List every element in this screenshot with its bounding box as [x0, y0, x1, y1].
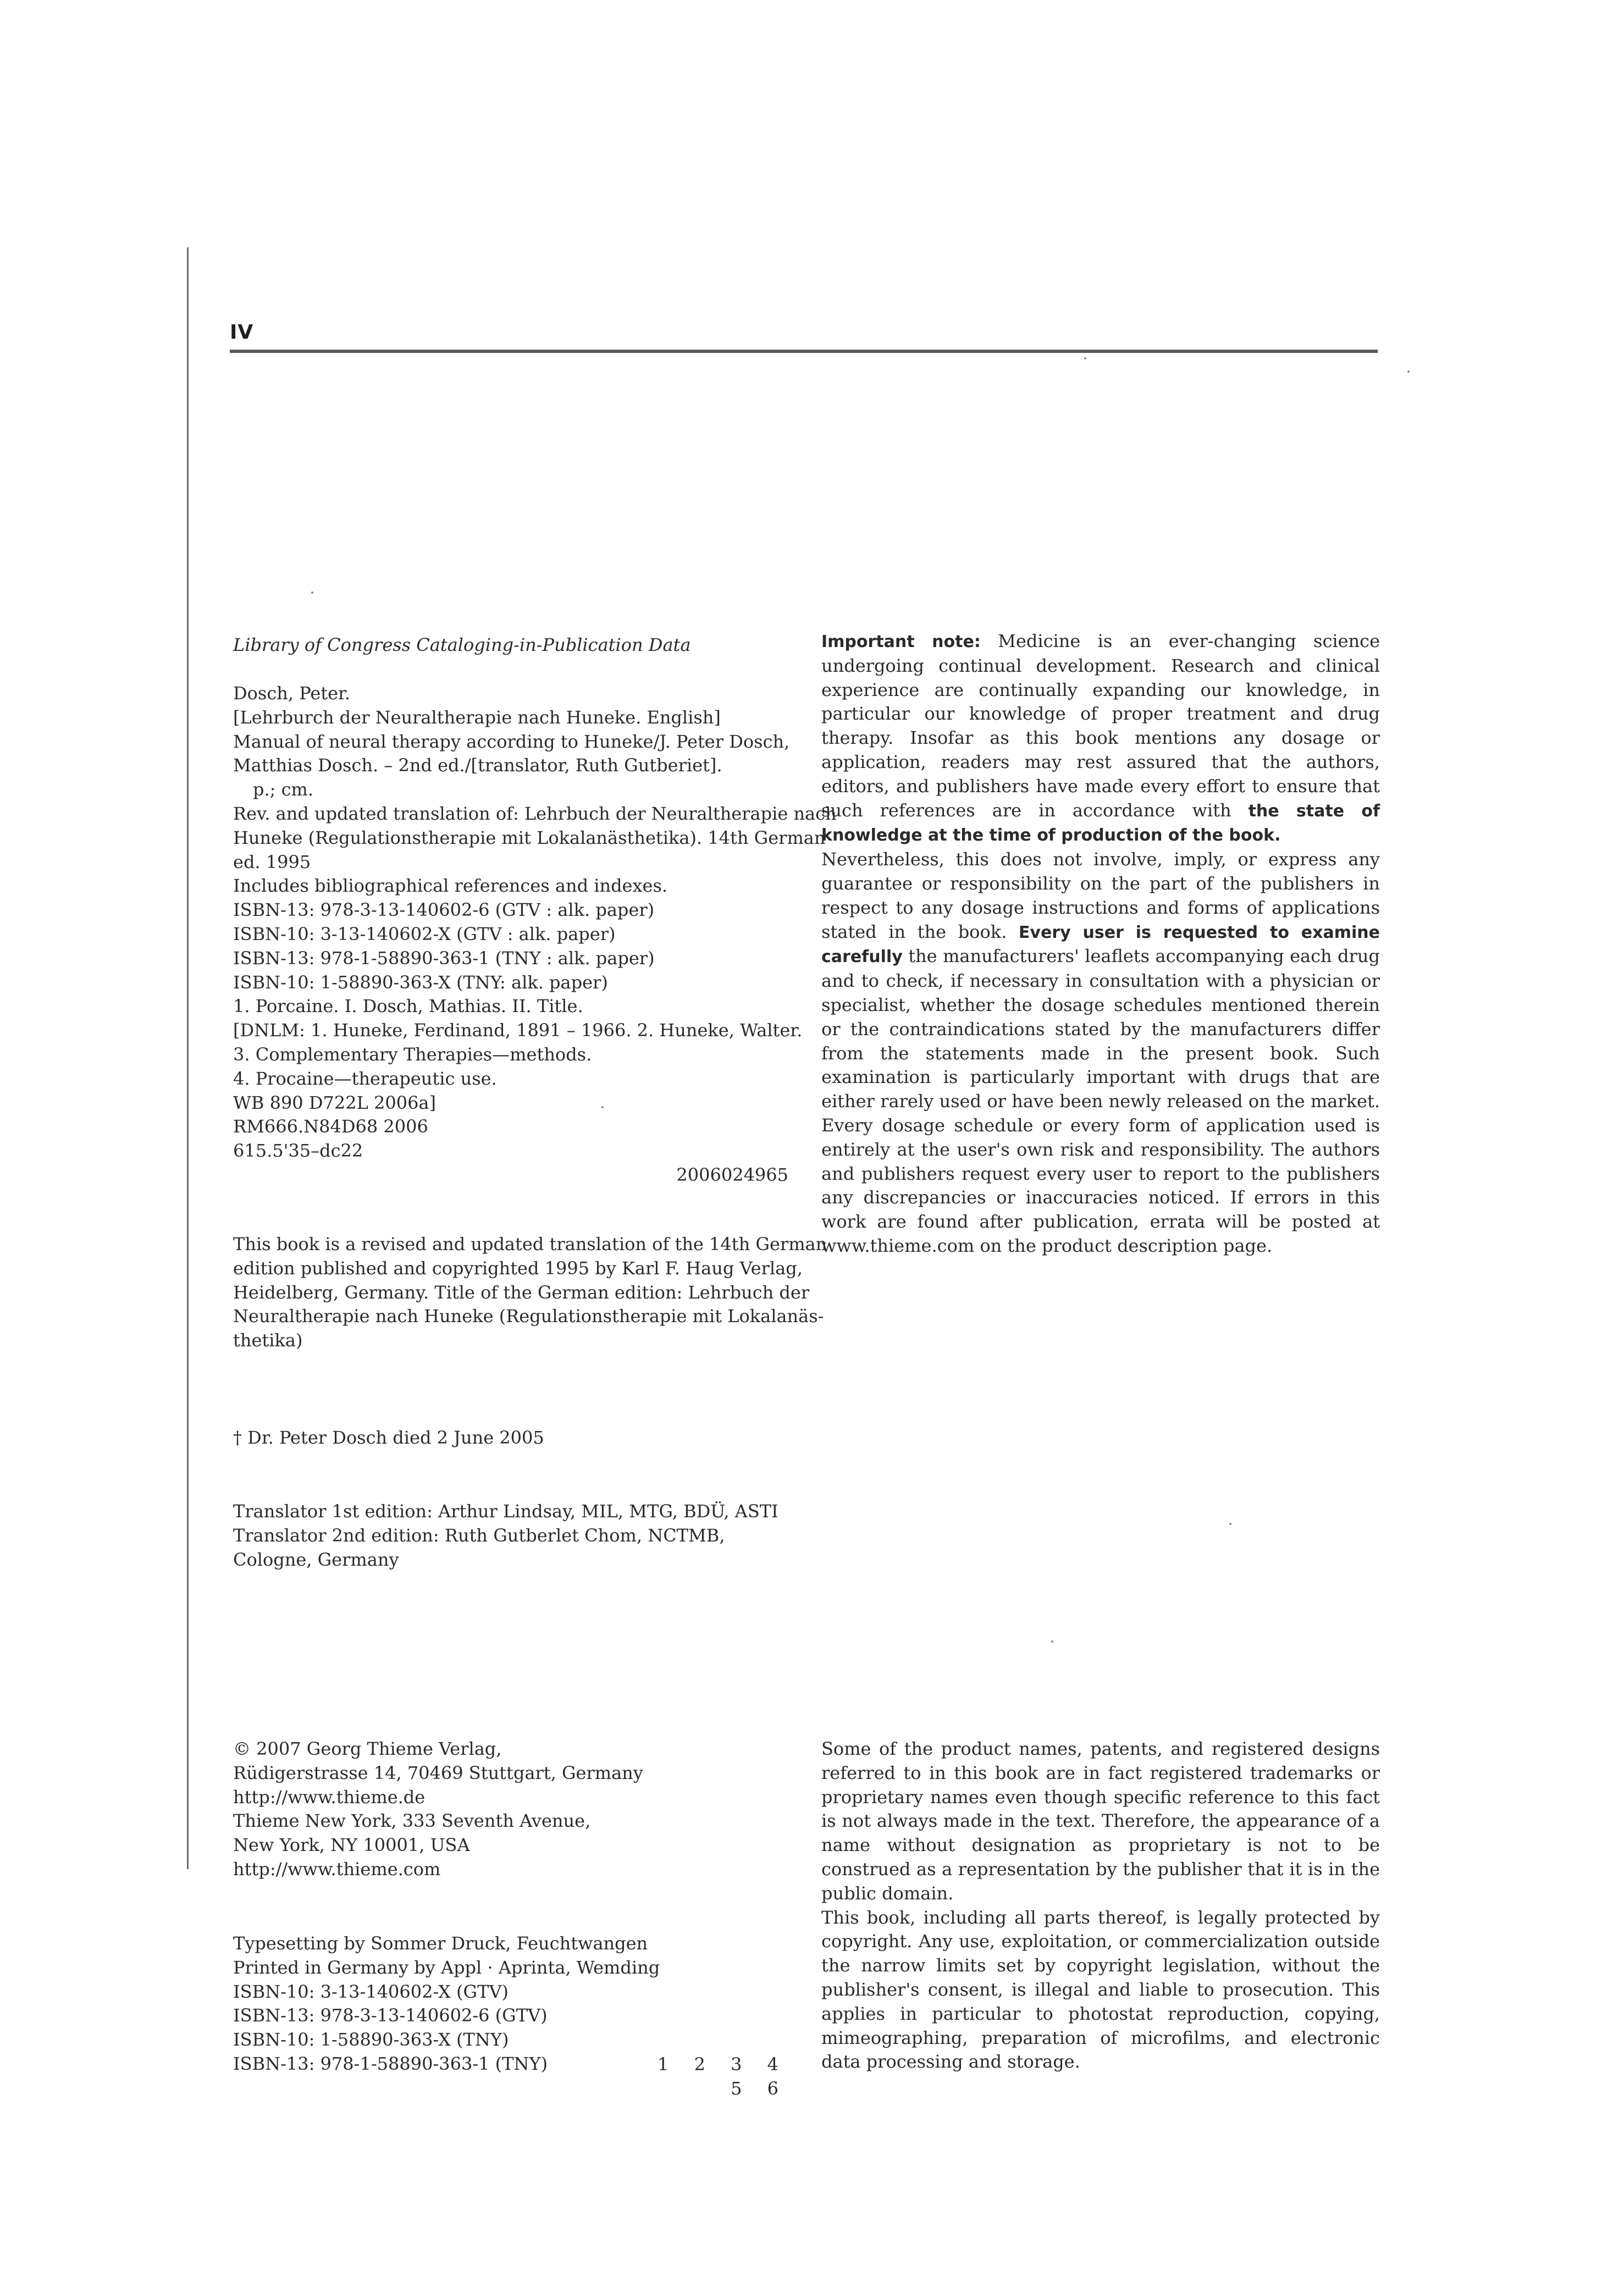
- scan-speck: [1407, 371, 1410, 373]
- cip-line: [Lehrburch der Neuraltherapie nach Huneke. English]: [233, 706, 721, 728]
- isbn-line: ISBN-13: 978-1-58890-363-1 (TNY): [233, 2053, 548, 2074]
- important-note: [821, 629, 1380, 1258]
- cip-heading: Library of Congress Cataloging-in-Publication Data: [233, 634, 691, 655]
- scan-speck: [601, 1106, 604, 1108]
- important-note-text: the manufacturers' leaflets accompanying each drug and to check, if necessary in consultation with a physician or specialist, whether the dosage schedules mentioned therein or the contraindications stated by the manufacturers differ from the statements made in the present book. Such examination is particularly important with drugs that are either rarely used or have been newly released on the market. Every dosage schedule or every form of application used is entirely at the user's own risk and responsibility. The authors and publishers request every user to report to the publishers any discrepancies or inaccuracies noticed. If errors in this work are found after publication, errata will be posted at www.thieme.com on the product description page.: [821, 946, 1380, 1256]
- translation-note: [233, 1233, 827, 1353]
- translators-block: [233, 1500, 788, 1572]
- publisher-url: http://www.thieme.com: [233, 1858, 441, 1880]
- important-note-emphasis: Every user is requested to examine carefully: [821, 922, 1380, 967]
- cip-line: p.; cm.: [253, 779, 314, 800]
- cip-line: [DNLM: 1. Huneke, Ferdinand, 1891 – 1966. 2. Huneke, Walter.: [233, 1020, 803, 1041]
- translation-note-line: This book is a revised and updated translation of the 14th German: [233, 1234, 827, 1255]
- death-note: † Dr. Peter Dosch died 2 June 2005: [233, 1427, 544, 1448]
- important-note-text: Medicine is an ever-changing science undergoing continual development. Research and clinical experience are continually expanding our knowledge, in particular our knowledge of proper treatment and drug therapy. Insofar as this book mentions any dosage or application, readers may rest assured that the authors, editors, and publishers have made every effort to ensure that such references are in accordance with: [821, 631, 1380, 821]
- scan-speck: [1051, 1640, 1053, 1643]
- cip-line: 1. Porcaine. I. Dosch, Mathias. II. Title.: [233, 996, 583, 1017]
- cip-line: 4. Procaine—therapeutic use.: [233, 1068, 497, 1089]
- important-note-emphasis: the state of knowledge at the time of production of the book.: [821, 801, 1380, 846]
- translation-note-line: Heidelberg, Germany. Title of the German edition: Lehrbuch der: [233, 1281, 810, 1303]
- scan-speck: [1084, 357, 1086, 360]
- cip-line: Rev. and updated translation of: Lehrbuch der Neuraltherapie nach: [233, 803, 837, 824]
- publisher-block: [233, 1737, 788, 1882]
- header-rule: [230, 350, 1378, 353]
- cip-control-number: 2006024965: [676, 1164, 788, 1185]
- cip-line: 3. Complementary Therapies—methods.: [233, 1043, 592, 1065]
- publisher-line: Rüdigerstrasse 14, 70469 Stuttgart, Germany: [233, 1762, 643, 1783]
- isbn-line: ISBN-13: 978-3-13-140602-6 (GTV): [233, 2005, 548, 2026]
- translation-note-line: Neuraltherapie nach Huneke (Regulationstherapie mit Lokalanäs-: [233, 1306, 824, 1327]
- important-note-label: Important note:: [821, 632, 981, 651]
- cip-line: ISBN-13: 978-1-58890-363-1 (TNY : alk. paper): [233, 947, 655, 969]
- translator-line: Translator 2nd edition: Ruth Gutberlet Chom, NCTMB,: [233, 1524, 725, 1546]
- translator-line: Cologne, Germany: [233, 1549, 399, 1570]
- scan-speck: [1229, 1523, 1231, 1525]
- trademarks-paragraph: Some of the product names, patents, and registered designs referred to in this book are in fact registered trademarks or proprietary names even though specific reference to this fact is not always made in the text. Therefore, the appearance of a name without designation as proprietary is not to be construed as a representation by the publisher that it is in the public domain.: [821, 1738, 1380, 1904]
- page-number: IV: [230, 321, 254, 344]
- publisher-url: http://www.thieme.de: [233, 1786, 426, 1808]
- important-note-text: Nevertheless, this does not involve, imply, or express any guarantee or responsibility on the part of the publishers in respect to any dosage instructions and forms of applications stated in the book.: [821, 849, 1380, 942]
- publisher-line: New York, NY 10001, USA: [233, 1835, 470, 1856]
- scan-left-edge: [187, 247, 189, 1869]
- important-note-paragraph-2: [821, 848, 1380, 1258]
- important-note-paragraph-1: [821, 629, 1380, 848]
- publisher-line: Thieme New York, 333 Seventh Avenue,: [233, 1810, 591, 1832]
- cip-line: ISBN-13: 978-3-13-140602-6 (GTV : alk. paper): [233, 899, 655, 921]
- cip-line: Dosch, Peter.: [233, 683, 350, 704]
- trademarks-copyright-note: [821, 1737, 1380, 2074]
- cip-line: Matthias Dosch. – 2nd ed./[translator, Ruth Gutberiet].: [233, 755, 722, 776]
- copyright-paragraph: This book, including all parts thereof, is legally protected by copyright. Any use, exploitation, or commercialization outside the narrow limits set by copyright legislation, without the publisher's consent, is illegal and liable to prosecution. This applies in particular to photostat reproduction, copying, mimeographing, preparation of microfilms, and electronic data processing and storage.: [821, 1907, 1380, 2073]
- typesetting-line: Printed in Germany by Appl · Aprinta, Wemding: [233, 1957, 660, 1978]
- cip-line: WB 890 D722L 2006a]: [233, 1092, 436, 1113]
- cip-line: Huneke (Regulationstherapie mit Lokalanästhetika). 14th German: [233, 827, 826, 848]
- cip-line: Manual of neural therapy according to Huneke/J. Peter Dosch,: [233, 731, 790, 752]
- isbn-line: ISBN-10: 3-13-140602-X (GTV): [233, 1981, 509, 2002]
- isbn-line: ISBN-10: 1-58890-363-X (TNY): [233, 2029, 509, 2051]
- cip-line: Includes bibliographical references and indexes.: [233, 875, 668, 897]
- translation-note-line: thetika): [233, 1330, 303, 1351]
- translation-note-line: edition published and copyrighted 1995 by Karl F. Haug Verlag,: [233, 1257, 803, 1279]
- typesetting-line: Typesetting by Sommer Druck, Feuchtwangen: [233, 1933, 648, 1954]
- cip-line: ISBN-10: 1-58890-363-X (TNY: alk. paper): [233, 971, 608, 993]
- publisher-line: © 2007 Georg Thieme Verlag,: [233, 1738, 502, 1759]
- translator-line: Translator 1st edition: Arthur Lindsay, MIL, MTG, BDÜ, ASTI: [233, 1501, 778, 1522]
- cip-line: RM666.N84D68 2006: [233, 1116, 428, 1137]
- cip-line: 615.5'35–dc22: [233, 1140, 363, 1162]
- scan-speck: [311, 592, 313, 594]
- cip-data-block: [233, 682, 837, 1187]
- cip-line: ed. 1995: [233, 851, 311, 872]
- cip-line: ISBN-10: 3-13-140602-X (GTV : alk. paper): [233, 923, 616, 944]
- print-run-digits: 1 2 3 4 5 6: [658, 2054, 788, 2099]
